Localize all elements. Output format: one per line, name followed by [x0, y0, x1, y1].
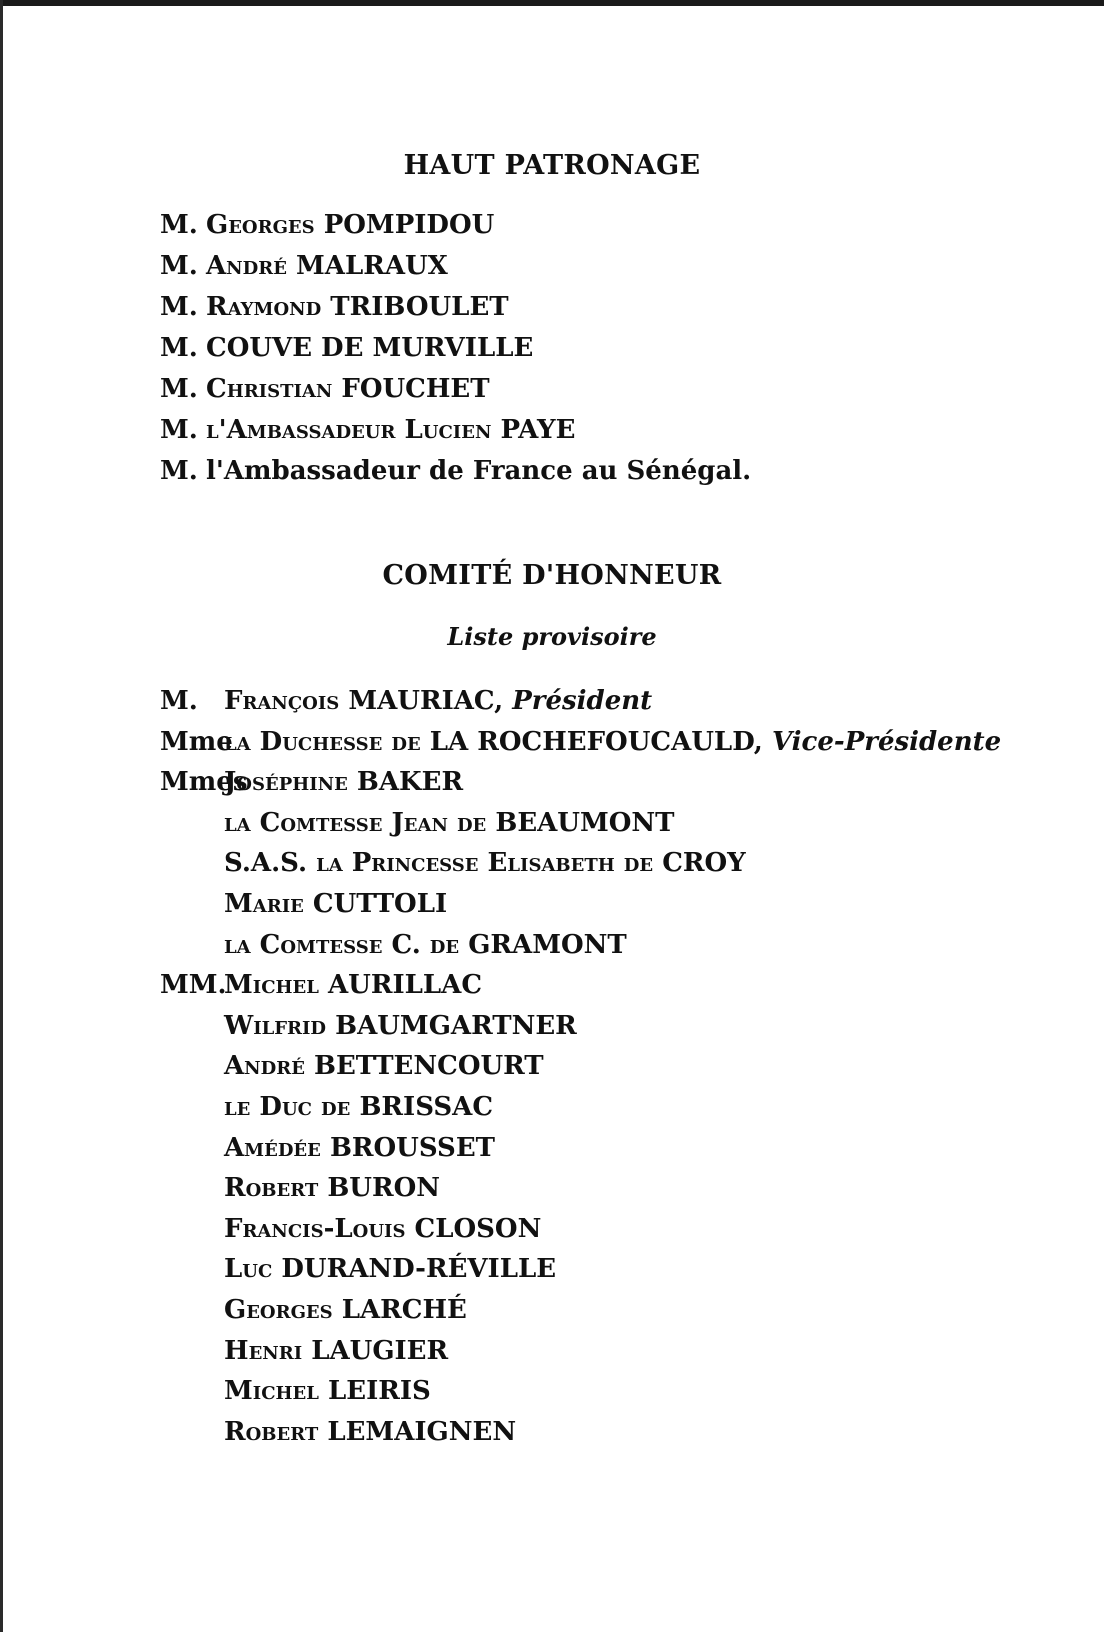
entry-last-name: MAURIAC,: [348, 686, 504, 716]
comite-entry: [160, 808, 675, 838]
entry-last-name: BAKER: [356, 767, 464, 797]
entry-prefix: Mme: [160, 727, 233, 757]
entry-role: Vice-Présidente: [771, 727, 1002, 757]
entry-first-name: Michel: [224, 970, 319, 1000]
entry-first-name: Robert: [224, 1417, 319, 1447]
comite-entry: [160, 1051, 544, 1081]
entry-prefix: M.: [160, 415, 198, 445]
entry-last-name: CUTTOLI: [312, 889, 448, 919]
entry-last-name: TRIBOULET: [330, 292, 509, 322]
comite-entry: [160, 1011, 577, 1041]
entry-last-name: FOUCHET: [341, 374, 490, 404]
comite-entry: [160, 889, 447, 919]
entry-prefix: M.: [160, 456, 198, 486]
entry-last-name: LAUGIER: [311, 1336, 449, 1366]
entry-first-name: Michel: [224, 1376, 319, 1406]
patronage-entry: [160, 292, 509, 322]
entry-last-name: GRAMONT: [468, 930, 627, 960]
patronage-entry: [160, 456, 751, 486]
entry-first-name: Francis-Louis: [224, 1214, 406, 1244]
comite-title: COMITÉ D'HONNEUR: [382, 560, 722, 591]
entry-first-name: Georges: [224, 1295, 333, 1325]
patronage-entry: [160, 333, 533, 363]
entry-last-name: BETTENCOURT: [313, 1051, 544, 1081]
entry-first-name: le Duc de: [224, 1092, 351, 1122]
entry-first-name: Robert: [224, 1173, 319, 1203]
entry-last-name: DURAND-RÉVILLE: [281, 1254, 557, 1284]
page-left-border: [0, 0, 3, 1632]
comite-entry: [160, 767, 463, 797]
comite-entry: [160, 1376, 431, 1406]
entry-first-name: la Duchesse de: [224, 727, 421, 757]
comite-entry: [160, 930, 627, 960]
comite-entry: [160, 1295, 467, 1325]
entry-last-name: LA ROCHEFOUCAULD,: [429, 727, 763, 757]
entry-last-name: BAUMGARTNER: [335, 1011, 577, 1041]
entry-prefix: M.: [160, 333, 198, 363]
entry-first-name: S.A.S. la Princesse Elisabeth de: [224, 848, 654, 878]
patronage-entry: [160, 415, 575, 445]
comite-entry: [160, 1133, 495, 1163]
entry-prefix: M.: [160, 374, 198, 404]
entry-last-name: LARCHÉ: [341, 1295, 467, 1325]
entry-first-name: l'Ambassadeur Lucien: [206, 415, 492, 445]
entry-first-name: Marie: [224, 889, 304, 919]
comite-entry: [160, 686, 652, 716]
entry-last-name: PAYE: [500, 415, 576, 445]
comite-entry: [160, 848, 746, 878]
patronage-entry: [160, 251, 448, 281]
entry-first-name: François: [224, 686, 340, 716]
entry-role: Président: [512, 686, 653, 716]
entry-last-name: CLOSON: [414, 1214, 542, 1244]
comite-entry: [160, 970, 482, 1000]
entry-first-name: André: [224, 1051, 305, 1081]
entry-first-name: Joséphine: [224, 767, 348, 797]
entry-last-name: MALRAUX: [295, 251, 448, 281]
entry-first-name: Georges: [206, 210, 315, 240]
comite-entry: [160, 1173, 440, 1203]
entry-prefix: M.: [160, 686, 198, 716]
entry-text: l'Ambassadeur de France au Sénégal.: [206, 456, 752, 486]
entry-first-name: Henri: [224, 1336, 303, 1366]
entry-first-name: Raymond: [206, 292, 322, 322]
entry-first-name: Wilfrid: [224, 1011, 327, 1041]
entry-last-name: BEAUMONT: [495, 808, 675, 838]
comite-subtitle: Liste provisoire: [447, 622, 657, 651]
entry-prefix: M.: [160, 210, 198, 240]
haut-patronage-title: HAUT PATRONAGE: [403, 150, 701, 181]
entry-prefix: M.: [160, 292, 198, 322]
patronage-entry: [160, 374, 490, 404]
entry-first-name: Luc: [224, 1254, 273, 1284]
entry-last-name: COUVE DE MURVILLE: [206, 333, 534, 363]
entry-prefix: Mmes: [160, 767, 248, 797]
entry-first-name: la Comtesse Jean de: [224, 808, 487, 838]
comite-entry: [160, 727, 1001, 757]
comite-entry: [160, 1214, 541, 1244]
entry-last-name: BROUSSET: [329, 1133, 495, 1163]
entry-last-name: BRISSAC: [359, 1092, 494, 1122]
entry-last-name: LEMAIGNEN: [327, 1417, 517, 1447]
entry-last-name: POMPIDOU: [323, 210, 495, 240]
comite-entry: [160, 1336, 448, 1366]
comite-entry: [160, 1092, 493, 1122]
entry-last-name: LEIRIS: [327, 1376, 431, 1406]
entry-prefix: M.: [160, 251, 198, 281]
entry-first-name: Amédée: [224, 1133, 321, 1163]
entry-last-name: CROY: [662, 848, 746, 878]
page-top-border: [0, 0, 1104, 6]
entry-first-name: André: [206, 251, 287, 281]
entry-last-name: BURON: [327, 1173, 440, 1203]
comite-entry: [160, 1254, 556, 1284]
entry-last-name: AURILLAC: [327, 970, 483, 1000]
entry-first-name: Christian: [206, 374, 333, 404]
entry-first-name: la Comtesse C. de: [224, 930, 460, 960]
patronage-entry: [160, 210, 494, 240]
entry-prefix: MM.: [160, 970, 227, 1000]
comite-entry: [160, 1417, 516, 1447]
